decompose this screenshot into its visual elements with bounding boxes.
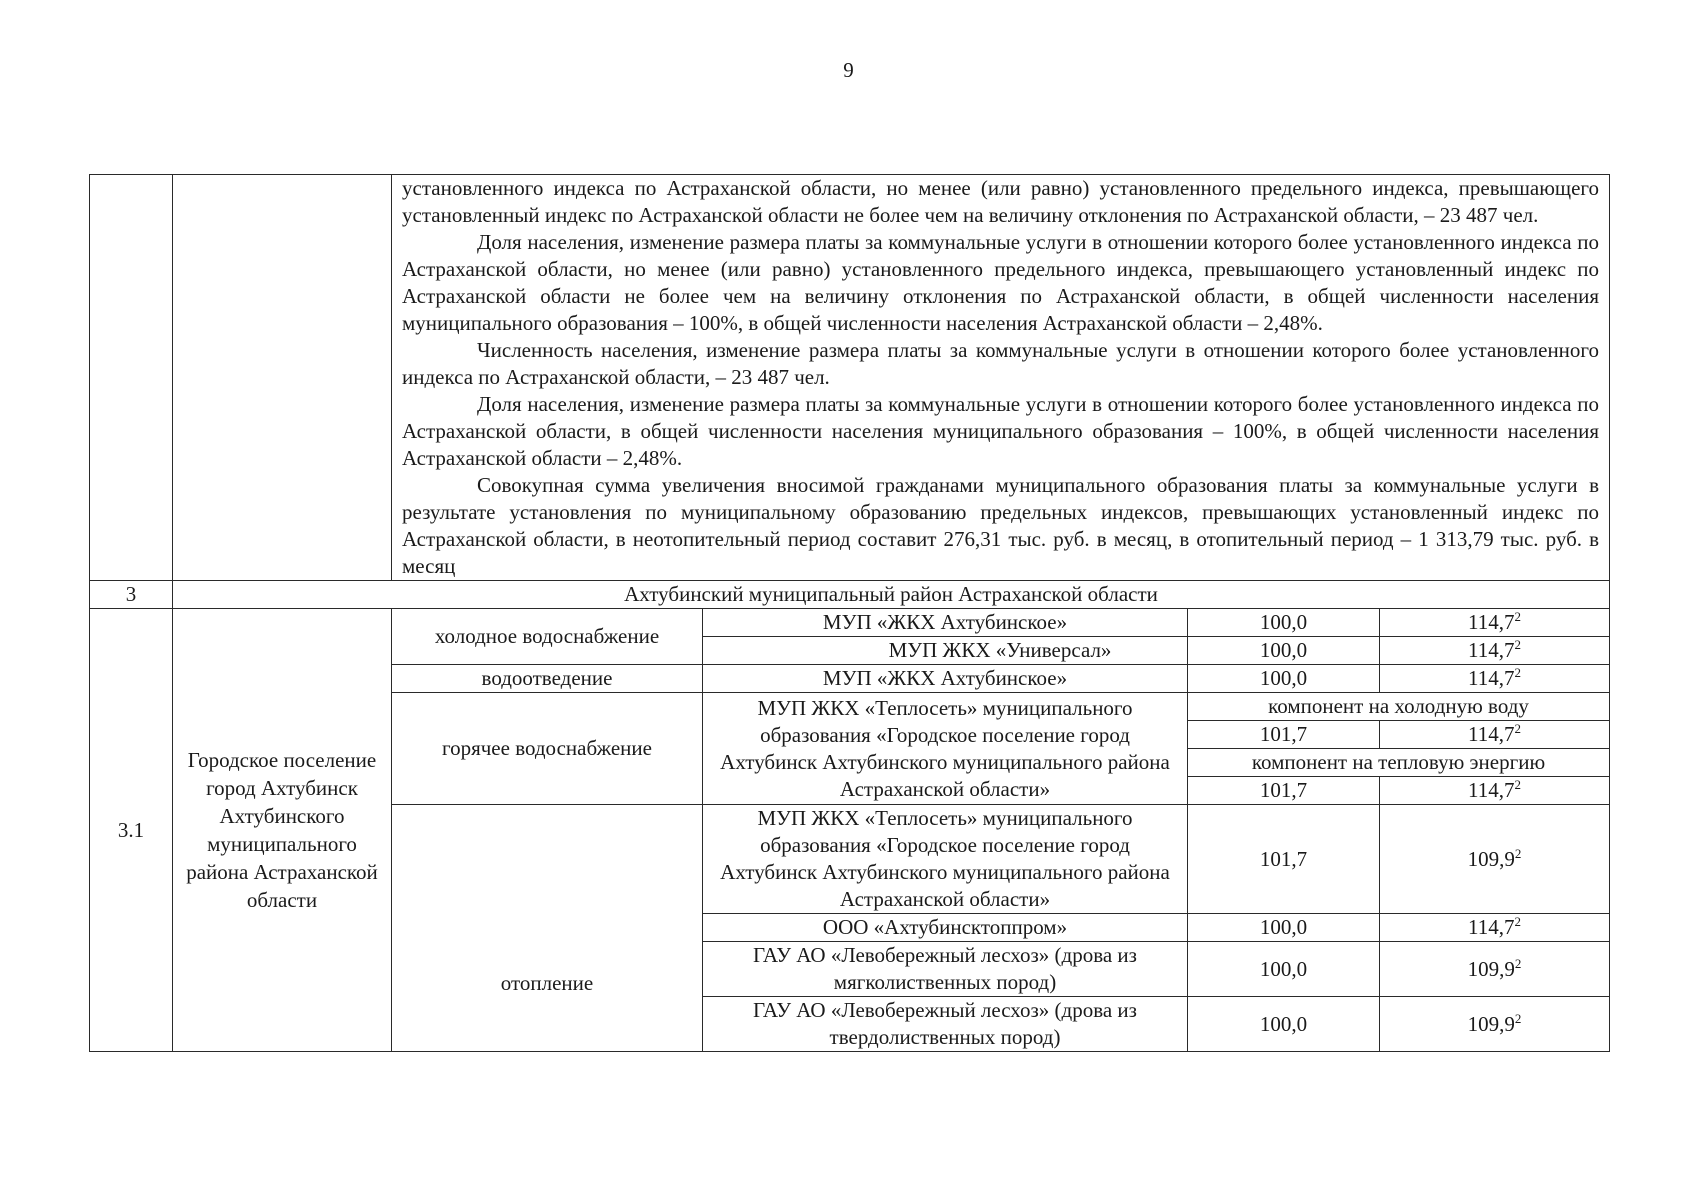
- index-value: 109,9: [1467, 1011, 1515, 1036]
- footnote-mark: 2: [1514, 637, 1521, 652]
- section-title: Ахтубинский муниципальный район Астраханской области: [173, 581, 1610, 609]
- index-cell: [1380, 609, 1610, 637]
- index-value: 114,7: [1468, 915, 1515, 939]
- continuation-text: [392, 175, 1610, 581]
- value-cell: 101,7: [1188, 805, 1380, 914]
- component-label: компонент на холодную воду: [1188, 693, 1610, 721]
- table-row: [90, 609, 1610, 637]
- service-heating: отопление: [392, 805, 703, 1052]
- footnote-mark: 2: [1514, 955, 1522, 971]
- footnote-mark: 2: [1514, 609, 1521, 624]
- index-value: 114,7: [1468, 610, 1515, 634]
- paragraph: Совокупная сумма увеличения вносимой гражданами муниципального образования платы за коммунальные услуги в результате установления по муниципальному образованию предельных индексов, превышающих установленный индекс по Астраханской области, в неотопительный период составит 276,31 тыс. руб. в месяц, в отопительный период – 1 313,79 тыс. руб. в месяц: [402, 473, 1600, 578]
- service-wastewater: водоотведение: [392, 665, 703, 693]
- index-value: 114,7: [1468, 666, 1515, 690]
- empty-cell: [173, 175, 392, 581]
- provider: МУП «ЖКХ Ахтубинское»: [703, 609, 1188, 637]
- index-cell: [1380, 777, 1610, 805]
- provider: МУП ЖКХ «Теплосеть» муниципального образования «Городское поселение город Ахтубинск Ахтубинского муниципального района Астраханской области»: [703, 693, 1188, 805]
- index-cell: [1380, 665, 1610, 693]
- footnote-mark: 2: [1514, 845, 1522, 861]
- value-cell: 100,0: [1188, 637, 1380, 665]
- service-hot-water: горячее водоснабжение: [392, 693, 703, 805]
- empty-cell: [90, 175, 173, 581]
- continuation-row: [90, 175, 1610, 581]
- provider: МУП ЖКХ «Теплосеть» муниципального образования «Городское поселение город Ахтубинск Ахтубинского муниципального района Астраханской области»: [703, 805, 1188, 914]
- index-cell: [1380, 914, 1610, 942]
- index-cell: [1380, 805, 1610, 914]
- paragraph: Численность населения, изменение размера платы за коммунальные услуги в отношении которого более установленного индекса по Астраханской области, – 23 487 чел.: [402, 338, 1600, 389]
- paragraph: Доля населения, изменение размера платы за коммунальные услуги в отношении которого более установленного индекса по Астраханской области, но менее (или равно) установленного предельного индекса, превышающего установленный индекс по Астраханской области не более чем на величину отклонения по Астраханской области, в общей численности населения муниципального образования – 100%, в общей численности населения Астраханской области – 2,48%.: [402, 230, 1600, 335]
- footnote-mark: 2: [1514, 721, 1521, 736]
- value-cell: 100,0: [1188, 997, 1380, 1052]
- section-number: 3: [90, 581, 173, 609]
- subsection-number: 3.1: [90, 609, 173, 1052]
- page-number: 9: [843, 58, 854, 82]
- municipality-name: [173, 609, 392, 1052]
- paragraph: Доля населения, изменение размера платы за коммунальные услуги в отношении которого более установленного индекса по Астраханской области, в общей численности населения муниципального образования – 100%, в общей численности населения Астраханской области – 2,48%.: [402, 392, 1600, 470]
- provider: ООО «Ахтубинсктоппром»: [703, 914, 1188, 942]
- value-cell: 100,0: [1188, 942, 1380, 997]
- footnote-mark: 2: [1514, 914, 1521, 929]
- provider: ГАУ АО «Левобережный лесхоз» (дрова из мягколиственных пород): [703, 942, 1188, 997]
- index-cell: [1380, 637, 1610, 665]
- value-cell: 101,7: [1188, 721, 1380, 749]
- tariff-table: [89, 174, 1610, 1052]
- value-cell: 101,7: [1188, 777, 1380, 805]
- value-cell: 100,0: [1188, 914, 1380, 942]
- index-cell: [1380, 942, 1610, 997]
- service-cold-water: холодное водоснабжение: [392, 609, 703, 665]
- index-value: 109,9: [1467, 846, 1515, 871]
- index-value: 114,7: [1468, 778, 1515, 802]
- footnote-mark: 2: [1514, 1010, 1522, 1026]
- component-label: компонент на тепловую энергию: [1188, 749, 1610, 777]
- footnote-mark: 2: [1514, 777, 1521, 792]
- index-cell: [1380, 997, 1610, 1052]
- value-cell: 100,0: [1188, 609, 1380, 637]
- index-value: 114,7: [1468, 638, 1515, 662]
- provider: МУП ЖКХ «Универсал»: [703, 637, 1188, 665]
- provider: ГАУ АО «Левобережный лесхоз» (дрова из твердолиственных пород): [703, 997, 1188, 1052]
- index-value: 114,7: [1468, 722, 1515, 746]
- index-value: 109,9: [1467, 956, 1515, 981]
- section-row: [90, 581, 1610, 609]
- value-cell: 100,0: [1188, 665, 1380, 693]
- index-cell: [1380, 721, 1610, 749]
- provider: МУП «ЖКХ Ахтубинское»: [703, 665, 1188, 693]
- footnote-mark: 2: [1514, 665, 1521, 680]
- paragraph: установленного индекса по Астраханской области, но менее (или равно) установленного предельного индекса, превышающего установленный индекс по Астраханской области не более чем на величину отклонения по Астраханской области, – 23 487 чел.: [402, 176, 1600, 227]
- municipality-label: Городское поселение город Ахтубинск Ахтубинского муниципального района Астраханской области: [186, 748, 378, 912]
